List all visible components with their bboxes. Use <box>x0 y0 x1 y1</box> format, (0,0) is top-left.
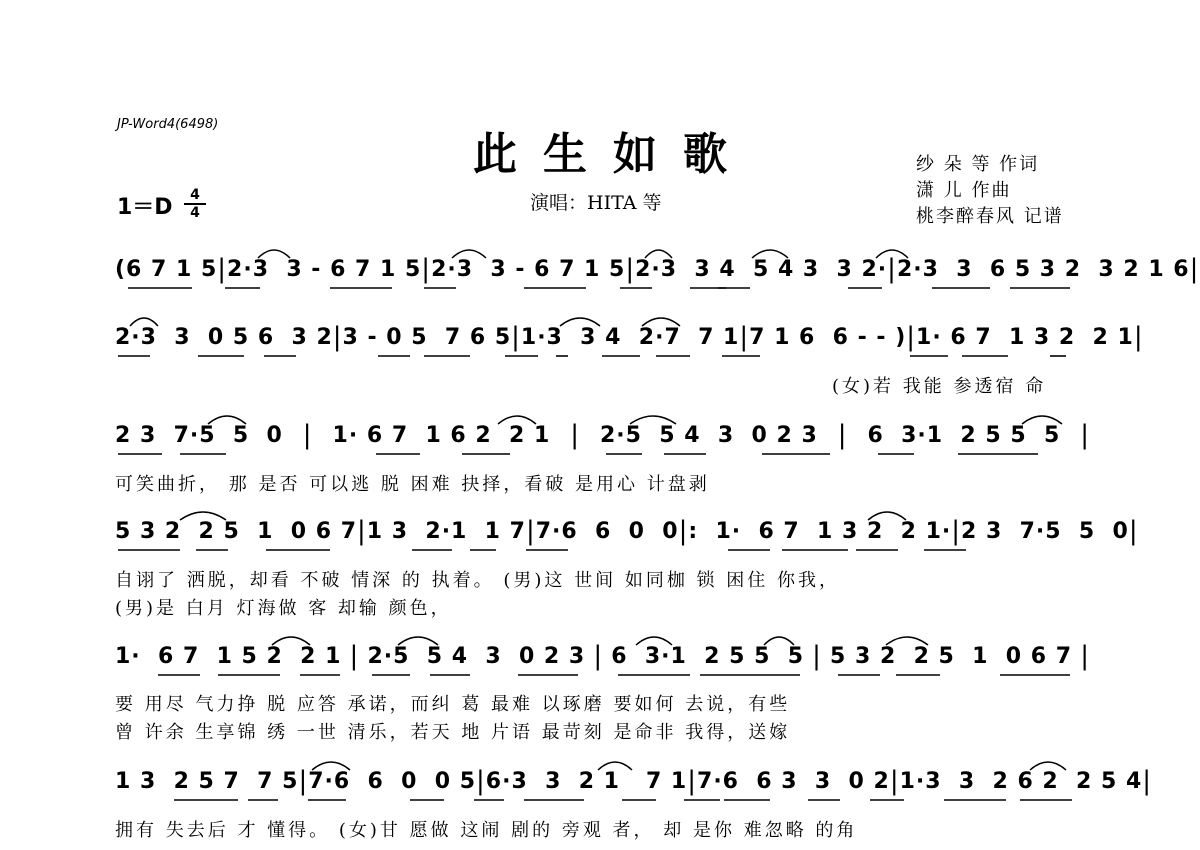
bar-line: | <box>678 516 689 546</box>
bar-line: | <box>1189 254 1200 284</box>
measure: 3 - 0 5 7 6 5 <box>342 324 512 350</box>
slur-arc <box>180 512 226 520</box>
bar-line: | <box>357 516 367 546</box>
measure: 2·3 3 0 5 6 3 2 <box>115 324 333 350</box>
slur-arc <box>886 637 928 645</box>
bar-line: | <box>217 254 228 284</box>
measure: 2 3 7·5 5 0 <box>115 422 283 448</box>
measure: 2·5 5 4 3 0 2 3 <box>600 422 818 448</box>
bar-line: | <box>1142 766 1153 796</box>
measure: 1 3 2·1 1 7 <box>366 518 526 544</box>
key-signature: 1＝D <box>117 195 173 220</box>
measure: 1·3 3 2 6 2 2 5 4 <box>899 768 1143 794</box>
bar-line: | <box>1080 641 1090 671</box>
lyric-line: (男)是 白月 灯海做 客 却输 颜色， <box>115 598 452 619</box>
slur-arc <box>630 416 676 424</box>
bar-line: | <box>298 766 309 796</box>
slur-arc <box>208 416 246 424</box>
slur-arc <box>560 318 600 326</box>
bar-line: | <box>837 420 848 450</box>
bar-line: | <box>1128 516 1139 546</box>
time-signature-top: 4 <box>190 187 200 203</box>
measure: 2·5 5 4 3 0 2 3 <box>367 643 586 669</box>
lyric-line: 自诩了 洒脱，却看 不破 情深 的 执着。 (男)这 世间 如同枷 锁 困住 你我， <box>115 570 840 591</box>
bar-line: | <box>951 516 962 546</box>
transcriber-credit: 桃李醉春风 记谱 <box>916 206 1064 227</box>
measure: 6 3·1 2 5 5 5 <box>611 643 805 669</box>
measure: 7·6 6 3 3 0 2 <box>697 768 890 794</box>
slur-arc <box>1022 416 1062 424</box>
bar-line: | <box>906 322 917 352</box>
slur-arc <box>258 250 290 258</box>
measure: 7·6 6 0 0 5 <box>308 768 477 794</box>
slur-arc <box>498 416 536 424</box>
lyric-line: 曾 许余 生享锦 绣 一世 清乐，若天 地 片语 最苛刻 是命非 我得，送嫁 <box>115 722 791 743</box>
software-watermark: JP-Word4(6498) <box>117 117 219 132</box>
lyric-line: 拥有 失去后 才 懂得。 (女)甘 愿做 这闹 剧的 旁观 者， 却 是你 难忽略 的角 <box>115 820 858 841</box>
measure: (6 7 1 5 <box>115 256 218 282</box>
slur-arc <box>1030 762 1066 770</box>
measure: 5 3 2 2 5 1 0 6 7 <box>830 643 1073 669</box>
composer-credit: 潇 儿 作曲 <box>916 180 1012 201</box>
bar-line: | <box>812 641 822 671</box>
measure: 2·3 3 6 5 3 2 3 2 1 6 <box>896 256 1190 282</box>
time-signature-bottom: 4 <box>190 205 200 221</box>
slur-arc <box>398 637 438 645</box>
bar-line: | <box>887 254 897 284</box>
measure: 7·6 6 0 0 <box>535 518 679 544</box>
measure: 7 1 6 6 - - ) <box>749 324 907 350</box>
bar-line: | <box>421 254 432 284</box>
slur-arc <box>598 762 632 770</box>
singer-line: 演唱：HITA 等 <box>530 192 662 214</box>
measure: 5 3 2 2 5 1 0 6 7 <box>115 518 358 544</box>
measure: 1· 6 7 1 5 2 2 1 <box>115 643 342 669</box>
measure: 2·3 3 - 6 7 1 5 <box>431 256 626 282</box>
lyric-line: 可笑曲折， 那 是否 可以逃 脱 困难 抉择，看破 是用心 计盘剥 <box>115 474 710 495</box>
bar-line: | <box>625 254 636 284</box>
measure: 6 3·1 2 5 5 5 <box>867 422 1061 448</box>
slur-arc <box>752 250 788 258</box>
measure: 2·3 3 - 6 7 1 5 <box>227 256 422 282</box>
slur-arc <box>645 250 672 258</box>
slur-arc <box>272 637 310 645</box>
slur-arc <box>312 762 350 770</box>
slur-arc <box>868 512 906 520</box>
song-title: 此生如歌 <box>473 129 753 180</box>
bar-line: | <box>593 641 604 671</box>
slur-arc <box>636 637 672 645</box>
bar-line: | <box>511 322 521 352</box>
bar-line: | <box>1080 420 1090 450</box>
measure: 2·3 3 4 5 4 3 3 2· <box>635 256 888 282</box>
measure: 6·3 3 2 1 7 1 <box>485 768 688 794</box>
bar-line: | <box>687 766 698 796</box>
bar-line: | <box>332 322 343 352</box>
slur-arc <box>876 250 908 258</box>
measure: 1· 6 7 1 6 2 2 1 <box>332 422 551 448</box>
lyric-line: (女)若 我能 参透宿 命 <box>832 376 1047 397</box>
slur-arc <box>452 250 486 258</box>
measure: 1 3 2 5 7 7 5 <box>115 768 299 794</box>
bar-line: | <box>476 766 486 796</box>
lyricist-credit: 纱 朵 等 作词 <box>916 154 1040 175</box>
bar-line: | <box>349 641 360 671</box>
lyric-line: 要 用尽 气力挣 脱 应答 承诺，而纠 葛 最难 以琢磨 要如何 去说，有些 <box>115 694 791 715</box>
bar-line: | <box>739 322 750 352</box>
measure: 1· 6 7 1 3 2 2 1 <box>916 324 1134 350</box>
bar-line: | <box>525 516 536 546</box>
bar-line: | <box>570 420 581 450</box>
bar-line: | <box>1133 322 1144 352</box>
slur-arc <box>130 318 158 326</box>
measure: 1·3 3 4 2·7 7 1 <box>520 324 740 350</box>
slur-arc <box>764 637 794 645</box>
slur-arc <box>642 318 680 326</box>
bar-line: | <box>302 420 313 450</box>
measure: : 1· 6 7 1 3 2 2 1· <box>688 518 952 544</box>
measure: 2 3 7·5 5 0 <box>961 518 1129 544</box>
bar-line: | <box>889 766 900 796</box>
